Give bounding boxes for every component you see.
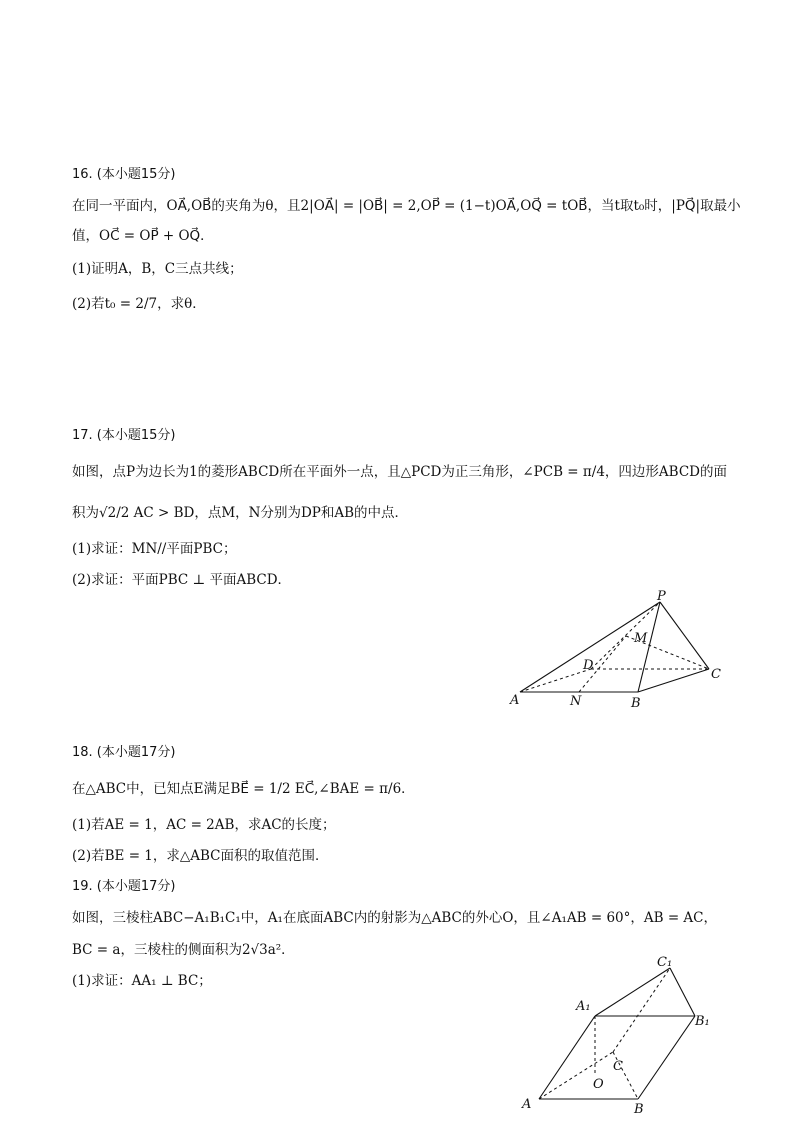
edge-bc — [638, 669, 709, 692]
problem-18-line-1: 在△ABC中，已知点E满足BE⃗ = 1/2 EC⃗,∠BAE = π/6． — [72, 781, 415, 797]
prism-figure — [510, 950, 725, 1120]
label-a: A — [522, 1097, 532, 1112]
edge-bb1 — [638, 1016, 695, 1099]
problem-16-line-1: 在同一平面内，OA⃗,OB⃗的夹角为θ，且2|OA⃗| = |OB⃗| = 2,OP⃗ = (1−t)OA⃗,OQ⃗ = tOB⃗，当t取t₀时，|PQ⃗|取最小 — [72, 198, 741, 214]
problem-18-part-2: (2)若BE = 1，求△ABC面积的取值范围． — [72, 848, 329, 864]
edge-c1b1 — [670, 968, 695, 1016]
problem-17-part-2: (2)求证：平面PBC ⊥ 平面ABCD． — [72, 572, 292, 588]
problem-16-part-2: (2)若t₀ = 2/7，求θ． — [72, 296, 206, 312]
edge-pa — [520, 602, 660, 692]
pyramid-figure — [500, 590, 740, 715]
label-a: A — [510, 693, 520, 708]
edge-pb — [638, 602, 660, 692]
label-c: C — [613, 1059, 623, 1074]
edge-dp-hidden — [591, 602, 660, 669]
problem-17-line-2: 积为√2/2 AC > BD，点M，N分别为DP和AB的中点． — [72, 505, 409, 521]
problem-18-part-1: (1)若AE = 1，AC = 2AB，求AC的长度； — [72, 817, 336, 833]
label-p: P — [657, 590, 666, 604]
problem-16-line-2: 值，OC⃗ = OP⃗ + OQ⃗． — [72, 228, 214, 244]
label-o: O — [593, 1077, 604, 1092]
label-b: B — [631, 696, 641, 711]
problem-19-line-1: 如图，三棱柱ABC−A₁B₁C₁中，A₁在底面ABC内的射影为△ABC的外心O，且∠A₁AB = 60°，AB = AC， — [72, 910, 718, 926]
problem-16-part-1: (1)证明A，B，C三点共线； — [72, 261, 243, 277]
edge-cc1-hidden — [613, 968, 670, 1052]
label-a1: A₁ — [576, 999, 591, 1014]
problem-19-line-2: BC = a，三棱柱的侧面积为2√3a²． — [72, 942, 295, 958]
problem-17-part-1: (1)求证：MN//平面PBC； — [72, 541, 237, 557]
problem-19-part-1: (1)求证：AA₁ ⊥ BC； — [72, 973, 212, 989]
problem-19-header: 19. (本小题17分) — [72, 879, 176, 894]
label-m: M — [634, 631, 648, 646]
edge-a1c1 — [595, 968, 670, 1016]
problem-17-line-1: 如图，点P为边长为1的菱形ABCD所在平面外一点，且△PCD为正三角形，∠PCB = π/4，四边形ABCD的面 — [72, 464, 727, 480]
label-b1: B₁ — [695, 1014, 710, 1029]
problem-18-header: 18. (本小题17分) — [72, 745, 176, 760]
label-c1: C₁ — [657, 955, 673, 970]
edge-aa1 — [539, 1016, 595, 1099]
label-d: D — [583, 658, 594, 673]
label-c: C — [711, 667, 721, 682]
label-n: N — [570, 694, 582, 709]
problem-16-header: 16. (本小题15分) — [72, 167, 176, 182]
label-b: B — [634, 1102, 644, 1117]
edge-ad-hidden — [520, 669, 591, 692]
problem-17-header: 17. (本小题15分) — [72, 428, 176, 443]
